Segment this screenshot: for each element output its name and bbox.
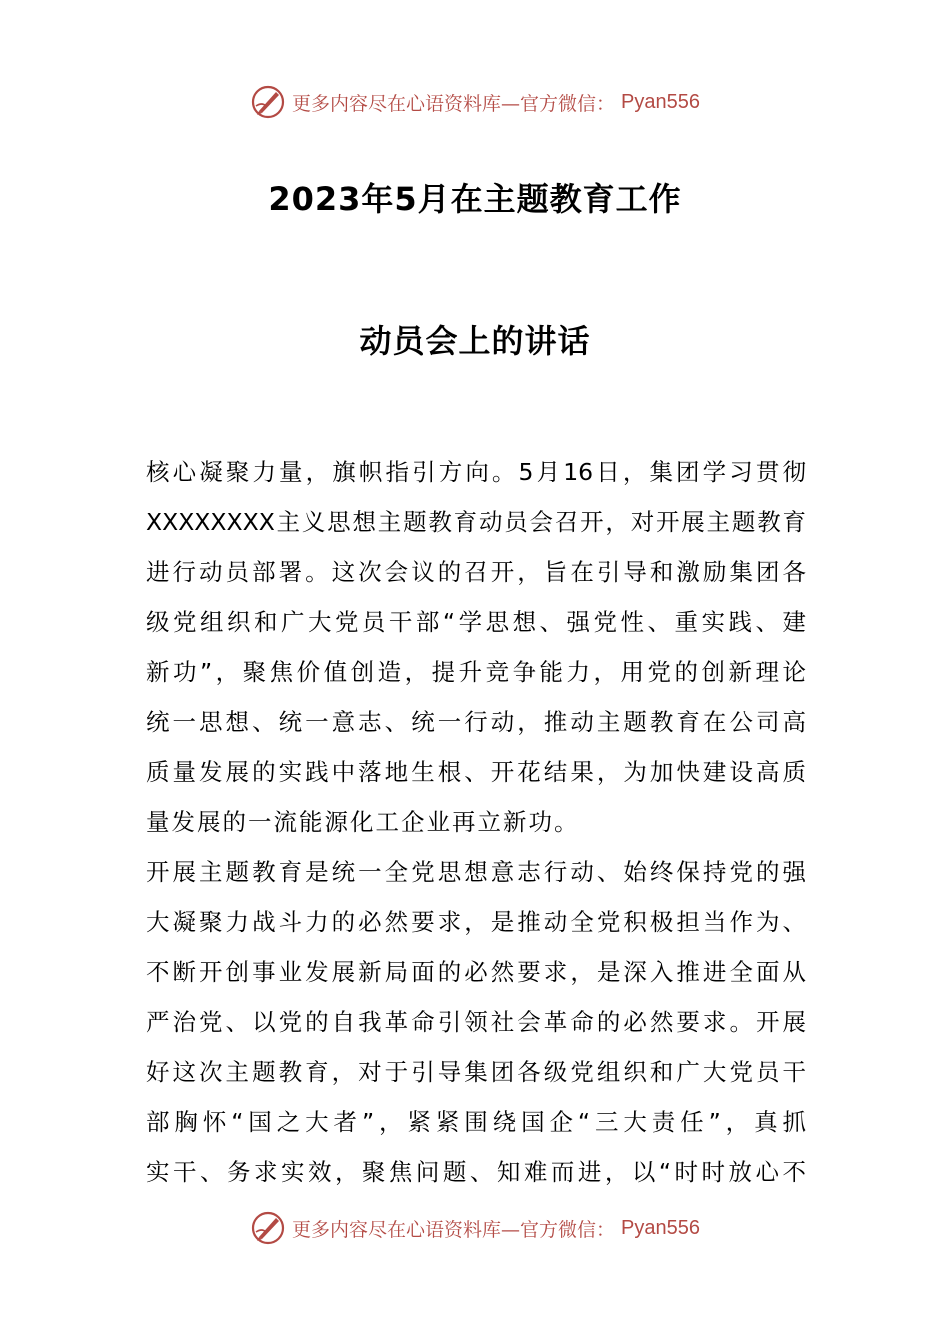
watermark-text: 更多内容尽在心语资料库—官方微信：: [292, 1218, 616, 1241]
body-line: 开展主题教育是统一全党思想意志行动、始终保持党的强: [146, 858, 806, 886]
document-title-line-1: 2023年5月在主题教育工作: [268, 180, 682, 218]
header-watermark: [0, 82, 950, 122]
body-line: 实干、务求实效，聚焦问题、知难而进，以“时时放心不: [146, 1158, 806, 1186]
body-line: 质量发展的实践中落地生根、开花结果，为加快建设高质: [146, 758, 806, 786]
body-line: 部胸怀“国之大者”，紧紧围绕国企“三大责任”，真抓: [146, 1108, 806, 1136]
quill-logo-icon: [250, 84, 286, 120]
body-line: 新功”，聚焦价值创造，提升竞争能力，用党的创新理论: [146, 658, 806, 686]
body-line: 统一思想、统一意志、统一行动，推动主题教育在公司高: [146, 708, 806, 736]
watermark-text: 更多内容尽在心语资料库—官方微信：: [292, 92, 616, 115]
footer-watermark: [0, 1208, 950, 1248]
body-line: 进行动员部署。这次会议的召开，旨在引导和激励集团各: [146, 558, 806, 586]
body-line: 大凝聚力战斗力的必然要求，是推动全党积极担当作为、: [146, 908, 806, 936]
body-line: 不断开创事业发展新局面的必然要求，是深入推进全面从: [146, 958, 806, 986]
document-title-line-2: 动员会上的讲话: [359, 322, 591, 360]
watermark-wechat-id: Pyan556: [621, 90, 700, 113]
quill-logo-icon: [250, 1210, 286, 1246]
watermark-wechat-id: Pyan556: [621, 1216, 700, 1239]
body-line: XXXXXXXX主义思想主题教育动员会召开，对开展主题教育: [146, 508, 806, 536]
body-line: 量发展的一流能源化工企业再立新功。: [146, 808, 580, 836]
body-line: 好这次主题教育，对于引导集团各级党组织和广大党员干: [146, 1058, 806, 1086]
body-line: 级党组织和广大党员干部“学思想、强党性、重实践、建: [146, 608, 806, 636]
body-line: 严治党、以党的自我革命引领社会革命的必然要求。开展: [146, 1008, 806, 1036]
document-body: [146, 447, 806, 1197]
body-line: 核心凝聚力量，旗帜指引方向。5月16日，集团学习贯彻: [146, 458, 806, 486]
